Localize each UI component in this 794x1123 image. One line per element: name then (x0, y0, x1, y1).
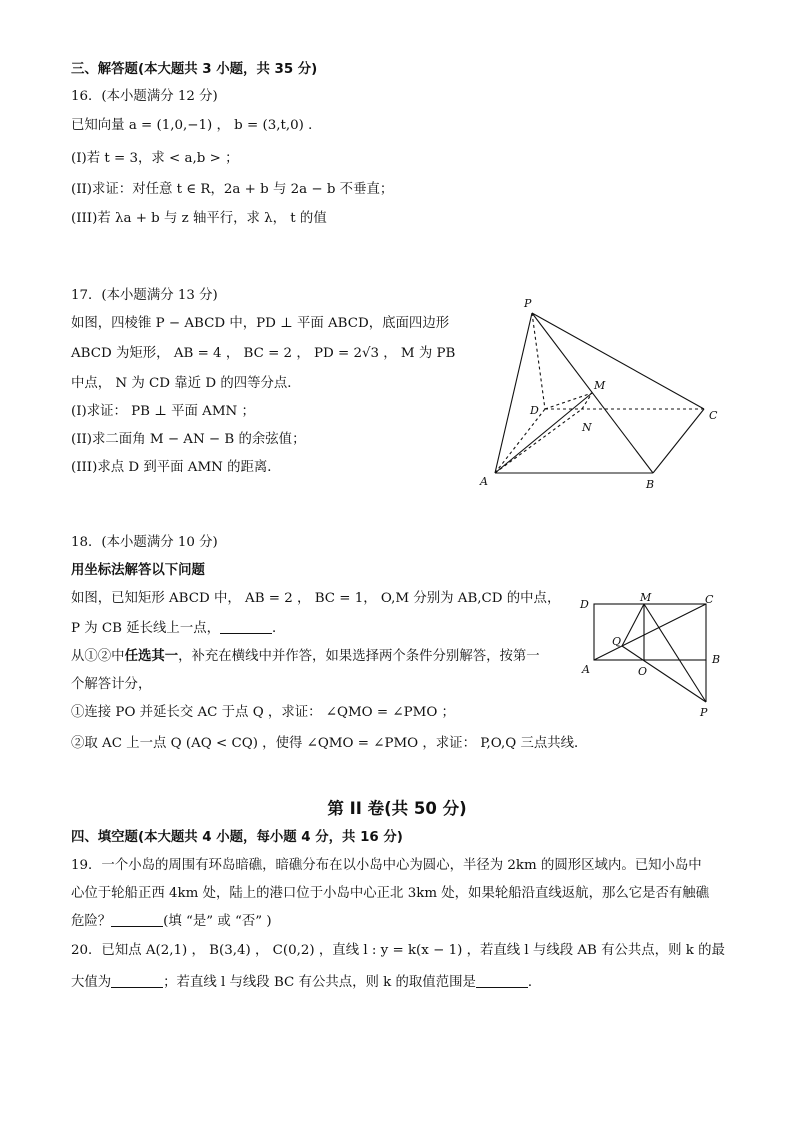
q19-line3-a: 危险？ (71, 914, 112, 929)
section3-heading: 三、解答题(本大题共 3 小题，共 35 分) (71, 62, 318, 77)
q17-label-D: D (530, 404, 539, 417)
q18-label-Q: Q (612, 635, 622, 648)
q18-line2-end: ． (272, 621, 286, 636)
q18-fill-blank (220, 619, 272, 634)
q18-line4: 个解答计分， (71, 677, 152, 692)
q17-line2: ABCD 为矩形， AB = 4 ， BC = 2 ， PD = 2√3 ， M 为 PB (71, 346, 456, 361)
section4-heading: 四、填空题(本大题共 4 小题，每小题 4 分，共 16 分) (71, 830, 403, 845)
q18-label-O: O (638, 665, 648, 678)
q18-label-M: M (640, 591, 652, 604)
q16-stem: 已知向量 a = (1,0,−1) ， b = (3,t,0) ． (71, 118, 322, 133)
q19-line2: 心位于轮船正西 4km 处，陆上的港口位于小岛中心正北 3km 处，如果轮船沿直线返航，那么它是否有触礁 (71, 886, 710, 901)
q18-label-D: D (580, 598, 589, 611)
part2-title: 第 II 卷(共 50 分) (327, 799, 467, 818)
q16-part3: (III)若 λa + b 与 z 轴平行，求 λ， t 的值 (71, 211, 327, 226)
q17-line1: 如图，四棱锥 P − ABCD 中，PD ⊥ 平面 ABCD，底面四边形 (71, 316, 450, 331)
q18-option1: ①连接 PO 并延长交 AC 于点 Q ，求证： ∠QMO = ∠PMO ； (71, 705, 455, 720)
q18-option2: ②取 AC 上一点 Q (AQ < CQ) ，使得 ∠QMO = ∠PMO ，求证： P,O,Q 三点共线． (71, 736, 588, 751)
q20-line2-a: 大值为 (71, 975, 112, 990)
q17-label-C: C (709, 409, 718, 422)
q18-header: 18．(本小题满分 10 分) (71, 535, 218, 550)
q20-line2-b: ；若直线 l 与线段 BC 有公共点，则 k 的取值范围是 (163, 975, 476, 990)
q18-line3-bold: 任选其一 (124, 649, 179, 664)
q20-line2-c: ． (527, 975, 542, 990)
q17-part1: (I)求证： PB ⊥ 平面 AMN ； (71, 404, 255, 419)
q20-blank-range (476, 973, 528, 988)
q17-part3: (III)求点 D 到平面 AMN 的距离． (71, 460, 281, 475)
q18-label-A: A (582, 663, 590, 676)
q18-line3-b: ，补充在横线中并作答，如果选择两个条件分别解答，按第一 (178, 649, 540, 664)
q18-line2 (71, 619, 285, 639)
q17-label-M: M (594, 379, 606, 392)
q18-method: 用坐标法解答以下问题 (71, 563, 205, 578)
q20-line2 (71, 973, 541, 993)
q19-line1: 19．一个小岛的周围有环岛暗礁，暗礁分布在以小岛中心为圆心，半径为 2km 的圆形区域内。已知小岛中 (71, 858, 702, 873)
q17-label-P: P (524, 297, 532, 310)
q16-part1: (I)若 t = 3，求 < a,b > ； (71, 151, 239, 166)
q18-line3-a: 从①②中 (71, 649, 125, 664)
q18-rectangle-figure (578, 590, 728, 720)
q19-line3 (71, 912, 272, 932)
q17-part2: (II)求二面角 M − AN − B 的余弦值； (71, 432, 306, 447)
q17-line3: 中点， N 为 CD 靠近 D 的四等分点． (71, 376, 301, 391)
q18-line1: 如图，已知矩形 ABCD 中， AB = 2 ， BC = 1， O,M 分别为 AB,CD 的中点， (71, 591, 561, 606)
q17-label-B: B (646, 478, 655, 491)
q16-header: 16．(本小题满分 12 分) (71, 89, 218, 104)
q16-part2: (II)求证：对任意 t ∈ R，2a + b 与 2a − b 不垂直； (71, 182, 394, 197)
q19-answer-blank (111, 912, 163, 927)
q20-blank-max (111, 973, 163, 988)
q18-line2-text: P 为 CB 延长线上一点， (71, 621, 220, 636)
q19-line3-b: (填 “是” 或 “否” ) (163, 914, 272, 929)
q18-label-P: P (700, 706, 708, 719)
q17-pyramid-figure (470, 295, 730, 495)
q18-label-C: C (705, 593, 714, 606)
q17-header: 17．(本小题满分 13 分) (71, 288, 218, 303)
q17-label-A: A (480, 475, 488, 488)
q18-line3 (71, 647, 540, 667)
q17-label-N: N (582, 421, 592, 434)
q18-label-B: B (712, 653, 721, 666)
q20-line1: 20．已知点 A(2,1) ， B(3,4) ， C(0,2) ，直线 l : y = k(x − 1) ，若直线 l 与线段 AB 有公共点，则 k 的最 (71, 943, 725, 958)
